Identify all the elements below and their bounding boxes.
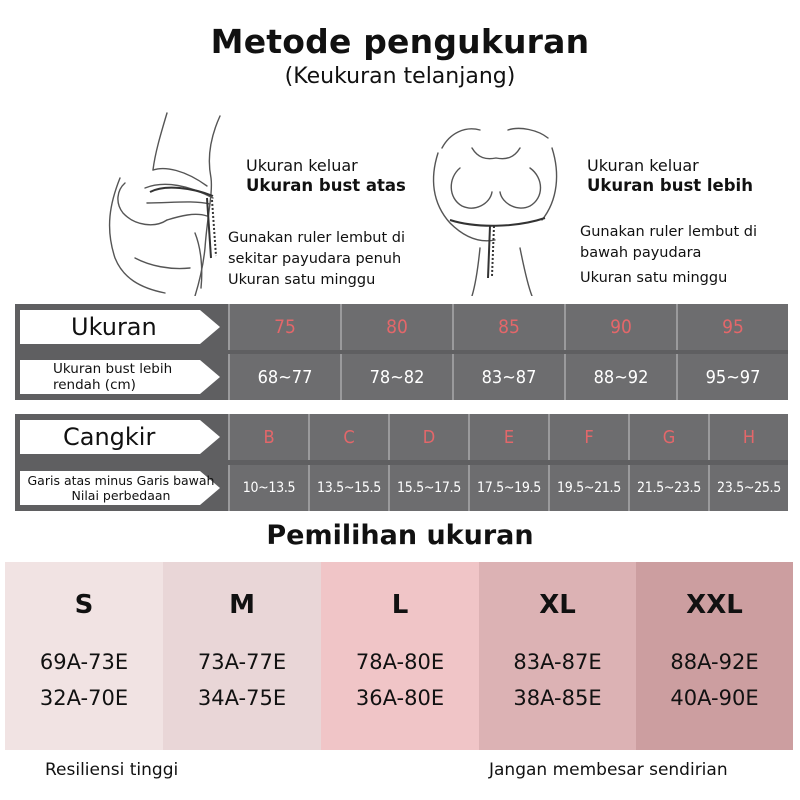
cup-cell: G <box>628 414 708 460</box>
underbust-range-row <box>15 354 788 400</box>
overbust-measure-illustration <box>95 108 235 296</box>
underbust-notes <box>580 222 757 289</box>
underbust-note2: bawah payudara <box>580 245 702 261</box>
overbust-line1: Ukuran keluar <box>246 156 358 175</box>
overbust-note1: Gunakan ruler lembut di <box>228 230 405 246</box>
underbust-line1: Ukuran keluar <box>587 156 699 175</box>
band-size-cell: 90 <box>564 304 676 350</box>
cup-diff-label-line1: Garis atas minus Garis bawah <box>27 473 215 488</box>
size-range-secondary: 34A-75E <box>197 686 287 710</box>
overbust-note3: Ukuran satu minggu <box>228 272 376 288</box>
size-range-primary: 88A-92E <box>670 650 759 674</box>
underbust-note1: Gunakan ruler lembut di <box>580 224 757 240</box>
size-selection-grid <box>5 562 793 750</box>
underbust-range-cell: 78~82 <box>340 354 452 400</box>
cup-cell: F <box>548 414 628 460</box>
cup-cell: C <box>308 414 388 460</box>
footer-note-right: Jangan membesar sendirian <box>489 760 728 780</box>
size-column-xxl <box>636 562 793 750</box>
underbust-caption <box>587 156 753 196</box>
size-name: XXL <box>686 590 743 620</box>
size-range-secondary: 32A-70E <box>39 686 129 710</box>
underbust-label-line2: rendah (cm) <box>53 377 136 393</box>
cup-cell: D <box>388 414 468 460</box>
underbust-range-cell: 95~97 <box>676 354 788 400</box>
cup-cell: E <box>468 414 548 460</box>
page-subtitle: (Keukuran telanjang) <box>284 64 516 89</box>
size-column-m <box>163 562 321 750</box>
band-size-label-cell <box>15 304 228 350</box>
page-title: Metode pengukuran <box>210 22 590 61</box>
cup-diff-cell: 19.5~21.5 <box>548 465 628 511</box>
cup-diff-label-line2: Nilai perbedaan <box>71 488 171 503</box>
size-range-secondary: 38A-85E <box>513 686 602 710</box>
size-column-xl <box>479 562 636 750</box>
cup-size-table <box>15 414 788 511</box>
size-range-primary: 69A-73E <box>39 650 129 674</box>
cup-diff-cell: 10~13.5 <box>228 465 308 511</box>
size-range-secondary: 40A-90E <box>670 686 759 710</box>
cup-cell: H <box>708 414 788 460</box>
underbust-label-line1: Ukuran bust lebih <box>53 361 173 377</box>
underbust-range-cell: 83~87 <box>452 354 564 400</box>
band-size-table <box>15 304 788 400</box>
size-range-secondary: 36A-80E <box>355 686 445 710</box>
band-size-row <box>15 304 788 350</box>
cup-diff-label-cell <box>15 465 228 511</box>
underbust-note3: Ukuran satu minggu <box>580 270 728 286</box>
band-size-cell: 85 <box>452 304 564 350</box>
size-name: XL <box>539 590 576 620</box>
band-size-cell: 95 <box>676 304 788 350</box>
overbust-note2: sekitar payudara penuh <box>228 251 402 267</box>
size-range-primary: 83A-87E <box>513 650 602 674</box>
overbust-caption <box>246 156 406 196</box>
cup-diff-cell: 13.5~15.5 <box>308 465 388 511</box>
band-size-cell: 75 <box>228 304 340 350</box>
cup-label-cell <box>15 414 228 460</box>
size-selection-title: Pemilihan ukuran <box>266 520 534 551</box>
underbust-measure-illustration <box>420 108 570 296</box>
size-column-s <box>5 562 163 750</box>
size-name: M <box>229 590 255 620</box>
size-name: L <box>391 590 409 620</box>
cup-cell: B <box>228 414 308 460</box>
underbust-line2: Ukuran bust lebih <box>587 176 753 195</box>
underbust-range-cell: 68~77 <box>228 354 340 400</box>
cup-row <box>15 414 788 460</box>
band-size-label: Ukuran <box>71 313 157 341</box>
cup-diff-cell: 17.5~19.5 <box>468 465 548 511</box>
underbust-label-cell <box>15 354 228 400</box>
overbust-notes <box>228 228 405 291</box>
underbust-label <box>53 361 172 393</box>
band-size-cell: 80 <box>340 304 452 350</box>
size-column-l <box>321 562 479 750</box>
cup-diff-row <box>15 465 788 511</box>
overbust-line2: Ukuran bust atas <box>246 176 406 195</box>
cup-diff-cell: 23.5~25.5 <box>708 465 788 511</box>
size-name: S <box>74 590 94 620</box>
cup-diff-cell: 15.5~17.5 <box>388 465 468 511</box>
size-range-primary: 78A-80E <box>355 650 445 674</box>
footer-note-left: Resiliensi tinggi <box>45 760 179 780</box>
cup-label: Cangkir <box>63 423 156 451</box>
cup-diff-label <box>21 473 221 503</box>
underbust-range-cell: 88~92 <box>564 354 676 400</box>
cup-diff-cell: 21.5~23.5 <box>628 465 708 511</box>
size-range-primary: 73A-77E <box>197 650 287 674</box>
